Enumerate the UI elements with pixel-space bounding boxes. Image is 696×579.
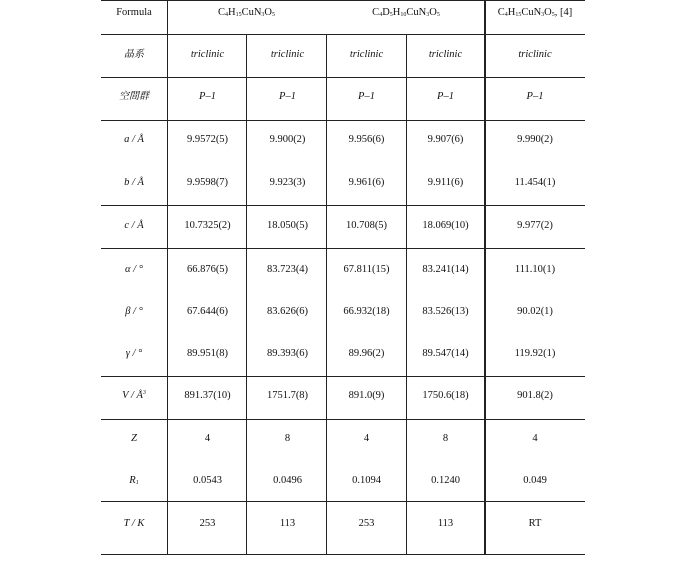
table-cell: 113 [437,518,454,529]
row-label-text: a / Å [124,134,144,145]
table-cell: 67.644(6) [186,306,229,317]
row-label [101,517,167,531]
table-cell: 901.8(2) [517,390,553,401]
formula-text: , [4] [554,7,573,18]
formula-text: O [264,7,273,18]
row-label-text: c / Å [124,220,144,231]
table-cell: 0.049 [523,475,547,486]
formula-text: O [429,7,437,18]
row-label-text: 空間群 [119,91,149,102]
table-cell: 8 [442,433,449,444]
table-rule [101,0,585,1]
table-cell: 9.956(6) [348,134,385,145]
row-label-text: T / K [123,518,145,529]
formula-header [167,6,326,20]
table-cell: 10.708(5) [345,220,388,231]
table-cell: 253 [199,518,216,529]
formula-text: D [382,7,390,18]
formula-subscript: 3 [426,12,430,18]
formula-subscript: 4 [504,12,508,18]
row-label [101,263,167,277]
table-cell: triclinic [190,49,225,60]
formula-subscript: 3 [541,12,545,18]
table-cell: 9.9572(5) [186,134,229,145]
table-cell: 66.876(5) [186,264,229,275]
table-cell: 253 [358,518,375,529]
formula-header [327,6,485,20]
table-cell: 891.37(10) [184,390,231,401]
formula-text: C [372,7,380,18]
formula-text: CuN [406,7,427,18]
formula-subscript: 5 [551,12,555,18]
table-rule [101,77,585,78]
row-label [101,432,167,446]
table-cell: 9.9598(7) [186,177,229,188]
table-cell: 83.241(14) [422,264,469,275]
formula-text: C [217,7,225,18]
row-label [101,176,167,190]
row-label [101,48,167,62]
table-cell: 66.932(18) [343,306,390,317]
formula-text: O [544,7,552,18]
row-label-superscript: 3 [142,390,146,396]
table-cell: 9.923(3) [269,177,306,188]
formula-text: H [507,7,516,18]
table-cell: 18.069(10) [422,220,469,231]
table-cell: 11.454(1) [514,177,556,188]
table-cell: triclinic [270,49,305,60]
table-rule [101,205,585,206]
row-label-text: 晶系 [124,49,144,60]
table-cell: 0.1094 [352,475,381,486]
row-label-text: β / ° [125,306,143,317]
table-cell: P–1 [199,91,216,102]
table-cell: 1750.6(18) [422,390,469,401]
formula-subscript: 4 [224,12,228,18]
table-rule [101,554,585,555]
table-cell: 9.977(2) [517,220,553,231]
table-cell: triclinic [349,49,384,60]
table-rule [101,248,585,249]
table-cell: 0.1240 [431,475,460,486]
formula-text: H [227,7,236,18]
table-cell: 83.526(13) [422,306,469,317]
table-cell: 18.050(5) [266,220,309,231]
row-label-subscript: 1 [135,480,139,486]
formula-header [485,6,585,20]
table-cell: 0.0496 [273,475,302,486]
table-rule [101,34,585,35]
column-divider [167,0,168,555]
row-label-text: γ / ° [125,348,143,359]
table-cell: 89.96(2) [348,348,385,359]
table-cell: 111.10(1) [514,264,556,275]
table-cell: 0.0543 [193,475,222,486]
formula-subscript: 3 [261,12,265,18]
table-cell: 8 [284,433,291,444]
formula-text: H [392,7,401,18]
table-rule [101,501,585,502]
formula-text: C [497,7,505,18]
table-cell: 9.990(2) [517,134,553,145]
table-cell: P–1 [279,91,296,102]
table-cell: 4 [363,433,370,444]
row-label-text: α / ° [125,264,143,275]
table-cell: 4 [532,433,538,444]
row-label [101,133,167,147]
row-label [101,389,167,403]
table-cell: P–1 [358,91,375,102]
formula-subscript: 4 [379,12,383,18]
table-cell: P–1 [437,91,454,102]
table-cell: 89.547(14) [422,348,469,359]
table-cell: 891.0(9) [348,390,385,401]
formula-text: CuN [521,7,542,18]
row-label [101,474,167,488]
formula-subscript: 5 [272,12,276,18]
row-label [101,305,167,319]
table-cell: 83.723(4) [266,264,309,275]
row-label-text: Z [131,433,137,444]
table-cell: P–1 [526,91,544,102]
table-cell: 90.02(1) [517,306,553,317]
table-cell: triclinic [518,49,552,60]
table-cell: 83.626(6) [266,306,309,317]
table-cell: 1751.7(8) [266,390,309,401]
table-cell: 89.951(8) [186,348,229,359]
table-cell: 10.7325(2) [184,220,231,231]
header-label: Formula [116,7,152,18]
table-cell: 9.907(6) [427,134,464,145]
formula-subscript: 5 [436,12,440,18]
row-label-text: V / Å [122,390,143,401]
row-label [101,90,167,104]
row-label [101,347,167,361]
table-cell: 113 [279,518,296,529]
table-rule [101,120,585,121]
table-cell: 89.393(6) [266,348,309,359]
formula-subscript: 15 [515,12,522,18]
formula-subscript: 15 [235,12,242,18]
table-cell: triclinic [428,49,463,60]
column-divider [484,0,486,555]
row-label-text: b / Å [124,177,144,188]
table-cell: 9.961(6) [348,177,385,188]
formula-text: CuN [241,7,262,18]
table-cell: 4 [204,433,211,444]
table-rule [101,419,585,420]
table-cell: RT [528,518,542,529]
row-label-text: R [129,475,136,486]
crystal-data-table [101,0,585,555]
table-cell: 119.92(1) [514,348,556,359]
formula-subscript: 5 [389,12,393,18]
table-rule [101,376,585,377]
formula-subscript: 10 [400,12,407,18]
table-cell: 9.911(6) [427,177,464,188]
table-cell: 67.811(15) [343,264,390,275]
table-cell: 9.900(2) [269,134,306,145]
row-label [101,219,167,233]
